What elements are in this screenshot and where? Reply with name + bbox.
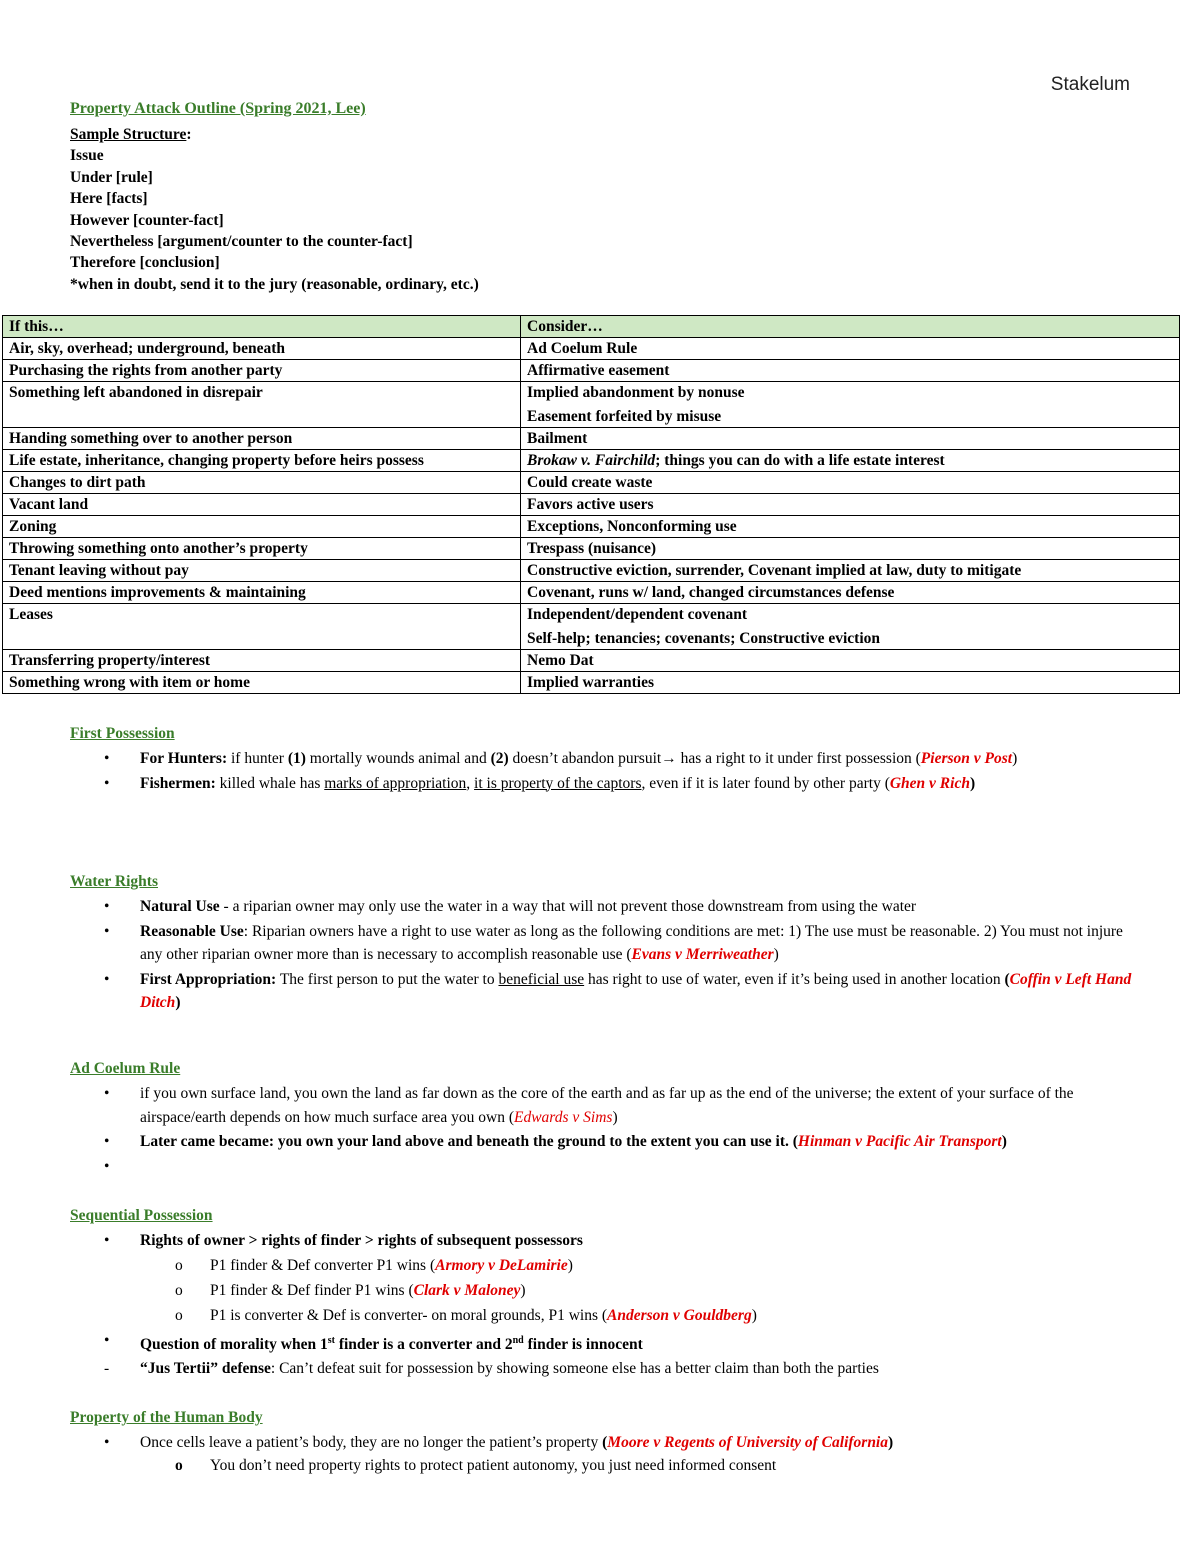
- author-header: Stakelum: [1050, 74, 1130, 95]
- sample-structure-heading: Sample Structure: [70, 126, 187, 143]
- table-row: Life estate, inheritance, changing property before heirs possess Brokaw v. Fairchild; things you can do with a life estate interest: [3, 450, 1180, 472]
- structure-line: *when in doubt, send it to the jury (reasonable, ordinary, etc.): [70, 275, 479, 293]
- case-name: Pierson v Post: [920, 750, 1013, 767]
- list-item: • Question of morality when 1st finder is a converter and 2nd finder is innocent: [104, 1331, 643, 1353]
- structure-line: Issue: [70, 147, 104, 165]
- case-name: Coffin v Left Hand Ditch: [140, 970, 1132, 1011]
- structure-line: Nevertheless [argument/counter to the counter-fact]: [70, 233, 413, 251]
- case-name: Edwards v Sims: [514, 1108, 613, 1126]
- table-header-consider: Consider…: [521, 316, 1180, 338]
- list-item: • First Appropriation: The first person to put the water to beneficial use has right to use of water, even if it’s being used in another location (Coffin v Left Hand Ditch): [104, 970, 1132, 1011]
- table-header-row: [3, 316, 1180, 338]
- section-first-possession: [70, 725, 1140, 796]
- list-item: • if you own surface land, you own the land as far down as the core of the earth and as far up as the end of the universe; the extent of your surface of the airspace/earth depends on how much surface area you own (Edwards v Sims): [104, 1085, 1074, 1126]
- case-name: Ghen v Rich: [889, 774, 970, 792]
- section-title: Sequential Possession: [70, 1207, 213, 1224]
- sub-list-item: o P1 is converter & Def is converter- on moral grounds, P1 wins (Anderson v Gouldberg): [175, 1306, 757, 1324]
- list-item: • Later came became: you own your land above and beneath the ground to the extent you can use it. (Hinman v Pacific Air Transport): [104, 1133, 1007, 1150]
- section-title: Water Rights: [70, 873, 158, 890]
- sub-list-item: o You don’t need property rights to protect patient autonomy, you just need informed consent: [175, 1456, 777, 1474]
- section-sequential-possession: [70, 1207, 1140, 1382]
- sub-list-item: o P1 finder & Def converter P1 wins (Armory v DeLamirie): [175, 1256, 573, 1274]
- list-item-empty: •: [104, 1157, 110, 1175]
- table-row: Throwing something onto another’s property Trespass (nuisance): [3, 538, 1180, 560]
- list-item: • For Hunters: if hunter (1) mortally wounds animal and (2) doesn’t abandon pursuit→ has a right to it under first possession (Pierson v Post): [104, 750, 1018, 767]
- table-row: Air, sky, overhead; underground, beneath Ad Coelum Rule: [3, 338, 1180, 360]
- table-row: Leases Independent/dependent covenant Self-help; tenancies; covenants; Constructive eviction: [3, 604, 1180, 650]
- table-row: Handing something over to another person Bailment: [3, 428, 1180, 450]
- list-item: • Reasonable Use: Riparian owners have a right to use water as long as the following conditions are met: 1) The use must be reasonable. 2) You must not injure any other riparian owner more than is necessary to accomplish reasonable use (Evans v Merriweather): [104, 922, 1123, 963]
- section-human-body: [70, 1409, 1140, 1477]
- structure-line: Here [facts]: [70, 190, 148, 208]
- list-item: - “Jus Tertii” defense: Can’t defeat suit for possession by showing someone else has a better claim than both the parties: [104, 1360, 879, 1378]
- table-row: Something left abandoned in disrepair Implied abandonment by nonuse Easement forfeited by misuse: [3, 382, 1180, 428]
- case-name: Evans v Merriweather: [631, 946, 774, 963]
- table-row: Changes to dirt path Could create waste: [3, 472, 1180, 494]
- table-row: Tenant leaving without pay Constructive eviction, surrender, Covenant implied at law, duty to mitigate: [3, 560, 1180, 582]
- case-name: Clark v Maloney: [413, 1281, 521, 1299]
- list-item: • Rights of owner > rights of finder > rights of subsequent possessors o P1 finder & Def converter P1 wins (Armory v DeLamirie) o P1 finder & Def finder P1 wins (Clark v Maloney) o P1 is converter & Def is converter- on moral grounds, P1 wins (Anderson v Gouldberg): [70, 1229, 1140, 1328]
- table-row: Deed mentions improvements & maintaining Covenant, runs w/ land, changed circumstances defense: [3, 582, 1180, 604]
- case-name: Hinman v Pacific Air Transport: [797, 1133, 1002, 1150]
- section-water-rights: [70, 873, 1140, 1016]
- section-title: Ad Coelum Rule: [70, 1060, 181, 1077]
- outline-title: Property Attack Outline (Spring 2021, Lee): [70, 100, 366, 117]
- structure-line: However [counter-fact]: [70, 211, 224, 229]
- structure-line: Under [rule]: [70, 168, 153, 186]
- case-name: Moore v Regents of University of California: [607, 1434, 888, 1451]
- table-row: Transferring property/interest Nemo Dat: [3, 650, 1180, 672]
- table-row: Vacant land Favors active users: [3, 494, 1180, 516]
- table-row: Something wrong with item or home Implied warranties: [3, 672, 1180, 694]
- sample-structure: Sample Structure: Issue Under [rule] Here [facts] However [counter-fact] Nevertheless [argument/counter to the counter-fact] Therefore [conclusion] *when in doubt, send it to the jury (reasonable, ordinary, etc.): [70, 124, 479, 295]
- structure-line: Therefore [conclusion]: [70, 254, 220, 272]
- table-header-if: If this…: [3, 316, 521, 338]
- table-row: Purchasing the rights from another party Affirmative easement: [3, 360, 1180, 382]
- sub-list-item: o P1 finder & Def finder P1 wins (Clark v Maloney): [175, 1281, 526, 1299]
- section-title: First Possession: [70, 725, 175, 742]
- section-title: Property of the Human Body: [70, 1409, 263, 1426]
- list-item: • Natural Use - a riparian owner may only use the water in a way that will not prevent those downstream from using the water: [104, 898, 917, 915]
- case-name: Armory v DeLamirie: [435, 1256, 568, 1274]
- list-item: • Fishermen: killed whale has marks of appropriation, it is property of the captors, even if it is later found by other party (Ghen v Rich): [104, 774, 976, 792]
- case-name: Anderson v Gouldberg: [607, 1306, 752, 1324]
- consider-table: [2, 315, 1180, 694]
- table-row: Zoning Exceptions, Nonconforming use: [3, 516, 1180, 538]
- case-name: Brokaw v. Fairchild: [527, 452, 656, 469]
- list-item: • Once cells leave a patient’s body, they are no longer the patient’s property (Moore v Regents of University of California) o You don’t need property rights to protect patient autonomy, you just need informed consent: [70, 1431, 1140, 1476]
- section-ad-coelum: [70, 1060, 1140, 1179]
